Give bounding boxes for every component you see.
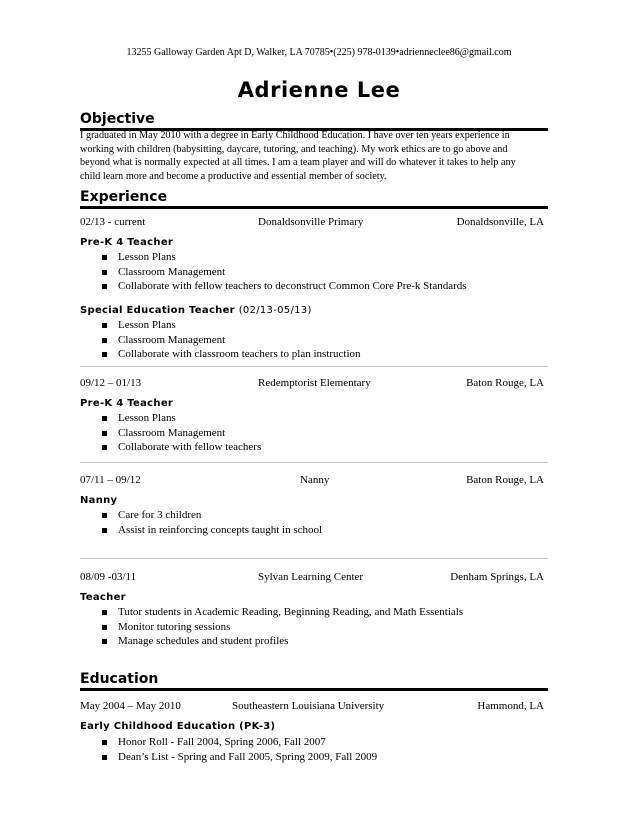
experience-heading <box>80 186 548 209</box>
objective-line: beyond what is normally expected at all times. I am a team player and will do whatever it takes to help any <box>80 157 516 168</box>
education-heading-text: Education <box>80 671 159 687</box>
section-divider <box>80 462 548 463</box>
job-role-title <box>80 398 173 409</box>
job-employer: Sylvan Learning Center <box>258 571 364 583</box>
degree-title: Early Childhood Education (PK-3) <box>80 721 276 732</box>
job-role-title <box>80 237 173 248</box>
education-honors <box>100 735 377 764</box>
education-school: Southeastern Louisiana University <box>232 700 385 712</box>
list-item: Dean’s List - Spring and Fall 2005, Spring 2009, Fall 2009 <box>100 750 377 765</box>
role-title: Nanny <box>80 495 118 506</box>
candidate-name: Adrienne Lee <box>237 78 401 102</box>
objective-heading-text: Objective <box>80 111 155 127</box>
list-item: Lesson Plans <box>100 318 361 333</box>
role-duties <box>100 508 322 537</box>
list-item: Care for 3 children <box>100 508 322 523</box>
list-item: Lesson Plans <box>100 411 261 426</box>
job-role-title <box>80 495 117 506</box>
job-location: Baton Rouge, LA <box>466 377 544 389</box>
job-employer: Redemptorist Elementary <box>258 377 371 389</box>
education-degree <box>80 721 275 732</box>
education-heading <box>80 668 548 691</box>
role-date-range: (02/13-05/13) <box>238 305 312 316</box>
role-title: Special Education Teacher <box>80 305 235 316</box>
job-location: Donaldsonville, LA <box>456 216 544 228</box>
role-title: Pre-K 4 Teacher <box>80 237 174 248</box>
list-item: Collaborate with fellow teachers to deconstruct Common Core Pre-k Standards <box>100 279 467 294</box>
objective-heading <box>80 108 548 131</box>
job-dates: 02/13 - current <box>80 216 146 228</box>
section-divider <box>80 558 548 559</box>
list-item: Classroom Management <box>100 426 261 441</box>
objective-line: working with children (babysitting, daycare, tutoring, and teaching). My work ethics are to go above and <box>80 143 508 155</box>
role-duties <box>100 250 467 294</box>
list-item: Collaborate with classroom teachers to plan instruction <box>100 347 361 362</box>
role-title: Pre-K 4 Teacher <box>80 398 174 409</box>
job-dates: 09/12 – 01/13 <box>80 377 142 389</box>
education-location: Hammond, LA <box>477 700 544 712</box>
objective-line: child learn more and become a productive and essential member of society. <box>80 170 387 182</box>
experience-heading-text: Experience <box>80 189 168 205</box>
job-location: Baton Rouge, LA <box>466 474 544 486</box>
job-role-title <box>80 592 126 603</box>
list-item: Classroom Management <box>100 265 467 280</box>
role-duties <box>100 318 361 362</box>
list-item: Manage schedules and student profiles <box>100 634 463 649</box>
list-item: Monitor tutoring sessions <box>100 620 463 635</box>
list-item: Classroom Management <box>100 333 361 348</box>
job-role-title <box>80 305 312 316</box>
list-item: Honor Roll - Fall 2004, Spring 2006, Fall 2007 <box>100 735 377 750</box>
objective-line: I graduated in May 2010 with a degree in Early Childhood Education. I have over ten years experience in <box>80 130 510 141</box>
education-dates: May 2004 – May 2010 <box>80 700 181 712</box>
job-employer: Donaldsonville Primary <box>258 216 364 228</box>
job-location: Denham Springs, LA <box>450 571 544 583</box>
role-title: Teacher <box>80 592 126 603</box>
role-duties <box>100 411 261 455</box>
objective-text <box>80 129 550 183</box>
list-item: Assist in reinforcing concepts taught in school <box>100 523 322 538</box>
job-dates: 08/09 -03/11 <box>80 571 137 583</box>
list-item: Tutor students in Academic Reading, Beginning Reading, and Math Essentials <box>100 605 463 620</box>
list-item: Collaborate with fellow teachers <box>100 440 261 455</box>
contact-line: 13255 Galloway Garden Apt D, Walker, LA 70785•(225) 978-0139•adrienneclee86@gmail.com <box>126 47 512 58</box>
job-dates: 07/11 – 09/12 <box>80 474 141 486</box>
job-employer: Nanny <box>300 474 330 486</box>
list-item: Lesson Plans <box>100 250 467 265</box>
role-duties <box>100 605 463 649</box>
section-divider <box>80 366 548 367</box>
